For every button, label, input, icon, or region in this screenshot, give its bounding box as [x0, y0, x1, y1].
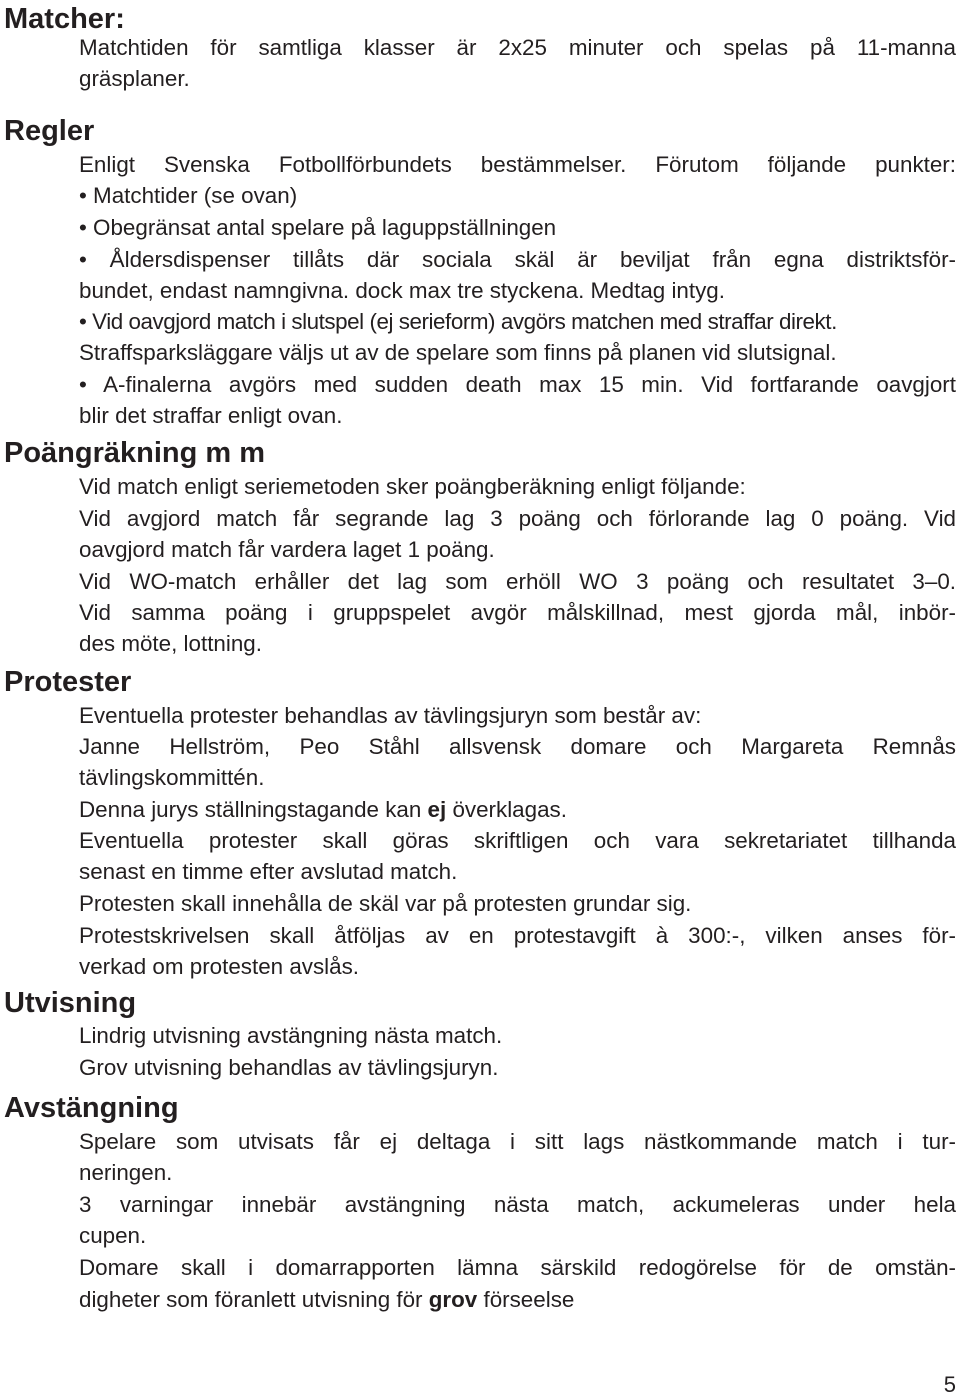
regler-bullet-obegransat: • Obegränsat antal spelare på laguppställningen: [79, 215, 557, 240]
protester-jury-bold: ej: [427, 797, 447, 822]
avstangning-line-5: Domare skall i domarrapporten lämna särskild redogörelse för de omstän-: [79, 1255, 956, 1280]
poang-line-5: Vid samma poäng i gruppspelet avgör målskillnad, mest gjorda mål, inbör-: [79, 600, 956, 625]
poang-line-3: oavgjord match får vardera laget 1 poäng.: [79, 537, 495, 562]
poang-line-2: Vid avgjord match får segrande lag 3 poäng och förlorande lag 0 poäng. Vid: [79, 506, 956, 531]
heading-regler: Regler: [4, 115, 95, 147]
avstangning-line-1: Spelare som utvisats får ej deltaga i sitt lags nästkommande match i tur-: [79, 1129, 956, 1154]
avstangning-line-2: neringen.: [79, 1160, 173, 1185]
utvisning-line-2: Grov utvisning behandlas av tävlingsjuryn.: [79, 1055, 499, 1080]
heading-protester: Protester: [4, 666, 132, 698]
protester-line-6: senast en timme efter avslutad match.: [79, 859, 458, 884]
regler-bullet-aldersdispenser: • Åldersdispenser tillåts där sociala skäl är beviljat från egna distriktsför-: [79, 247, 956, 272]
matcher-line-2: gräsplaner.: [79, 66, 190, 91]
avstangning-line-3: 3 varningar innebär avstängning nästa match, ackumeleras under hela: [79, 1192, 956, 1217]
avstangning-last-text: digheter som föranlett utvisning för: [79, 1287, 429, 1312]
regler-bullet-a-finalerna: • A-finalerna avgörs med sudden death max 15 min. Vid fortfarande oavgjort: [79, 372, 956, 397]
avstangning-last-line: [79, 1285, 574, 1315]
matcher-line-1: Matchtiden för samtliga klasser är 2x25 minuter och spelas på 11-manna: [79, 35, 956, 60]
heading-poangrakning: Poängräkning m m: [4, 437, 266, 469]
regler-bullet-matchtider: • Matchtider (se ovan): [79, 183, 298, 208]
heading-utvisning: Utvisning: [4, 987, 137, 1019]
heading-avstangning: Avstängning: [4, 1092, 179, 1124]
regler-bullet-aldersdispenser-cont: bundet, endast namngivna. dock max tre styckena. Medtag intyg.: [79, 278, 725, 303]
regler-bullet-slutspel-cont: Straffsparksläggare väljs ut av de spelare som finns på planen vid slutsignal.: [79, 340, 837, 365]
avstangning-line-4: cupen.: [79, 1223, 147, 1248]
protester-line-1: Eventuella protester behandlas av tävlingsjuryn som består av:: [79, 703, 702, 728]
protester-jury-text: Denna jurys ställningstagande kan: [79, 797, 428, 822]
poang-line-1: Vid match enligt seriemetoden sker poängberäkning enligt följande:: [79, 474, 746, 499]
protester-line-9: verkad om protesten avslås.: [79, 954, 360, 979]
protester-line-3: tävlingskommittén.: [79, 765, 265, 790]
utvisning-line-1: Lindrig utvisning avstängning nästa match.: [79, 1023, 503, 1048]
poang-line-6: des möte, lottning.: [79, 631, 262, 656]
regler-bullet-slutspel: • Vid oavgjord match i slutspel (ej serieform) avgörs matchen med straffar direkt.: [79, 309, 837, 334]
heading-matcher: Matcher:: [4, 3, 125, 35]
protester-line-7: Protesten skall innehålla de skäl var på protesten grundar sig.: [79, 891, 692, 916]
regler-bullet-a-finalerna-cont: blir det straffar enligt ovan.: [79, 403, 343, 428]
protester-jury-line: [79, 795, 567, 825]
regler-line-1: Enligt Svenska Fotbollförbundets bestämmelser. Förutom följande punkter:: [79, 152, 956, 177]
avstangning-last-text-end: förseelse: [477, 1287, 575, 1312]
poang-line-4: Vid WO-match erhåller det lag som erhöll WO 3 poäng och resultatet 3–0.: [79, 569, 956, 594]
protester-line-8: Protestskrivelsen skall åtföljas av en protestavgift à 300:-, vilken anses för-: [79, 923, 956, 948]
protester-line-2: Janne Hellström, Peo Ståhl allsvensk domare och Margareta Remnås: [79, 734, 956, 759]
avstangning-last-bold: grov: [428, 1287, 478, 1312]
protester-jury-text-end: överklagas.: [446, 797, 567, 822]
page-number: 5: [943, 1372, 956, 1397]
protester-line-5: Eventuella protester skall göras skriftligen och vara sekretariatet tillhanda: [79, 828, 956, 853]
